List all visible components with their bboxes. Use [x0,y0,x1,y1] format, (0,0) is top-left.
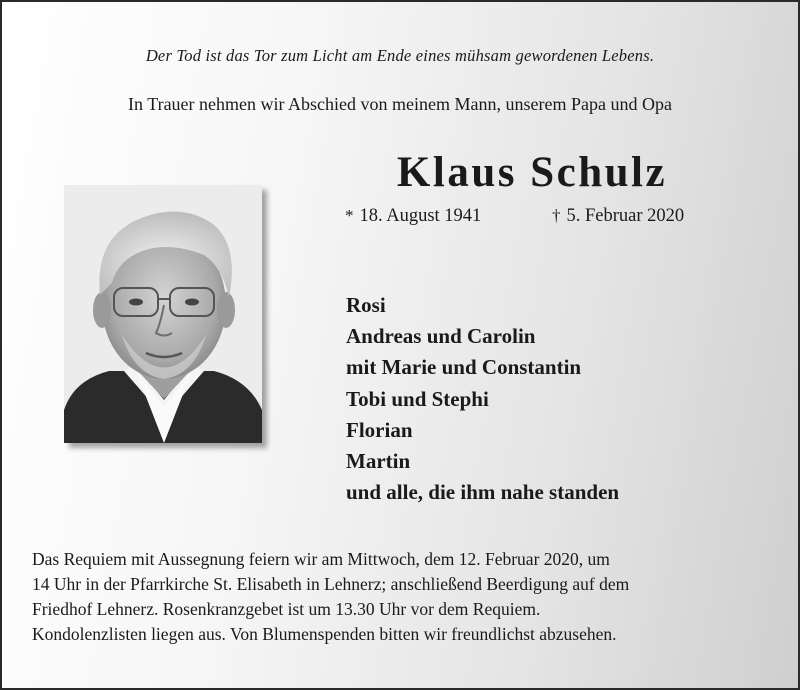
mourner-line: Rosi [346,293,386,317]
death-info [552,206,684,227]
service-line: Kondolenzlisten liegen aus. Von Blumenspenden bitten wir freundlichst abzusehen. [32,624,617,644]
birth-star-icon: * [345,206,354,225]
portrait-photo [64,185,262,443]
service-details [32,547,777,647]
mourner-line: Andreas und Carolin [346,324,536,349]
mourner-line: mit Marie und Constantin [346,355,582,380]
deceased-name: Klaus Schulz [396,149,668,196]
death-date: 5. Februar 2020 [566,206,685,226]
motto-quote: Der Tod ist das Tor zum Licht am Ende eines mühsam gewordenen Lebens. [145,46,655,65]
mourner-line: Martin [346,449,411,474]
birth-date: 18. August 1941 [359,206,482,226]
mourner-line: Tobi und Stephi [346,386,489,411]
mourners-list [346,290,619,508]
portrait-image [64,185,262,443]
mourner-line: Florian [346,417,413,442]
service-line: Das Requiem mit Aussegnung feiern wir am Mittwoch, dem 12. Februar 2020, um [32,549,610,569]
service-line: 14 Uhr in der Pfarrkirche St. Elisabeth in Lehnerz; anschließend Beerdigung auf dem [32,574,630,594]
mourner-line: und alle, die ihm nahe standen [346,480,620,505]
intro-line: In Trauer nehmen wir Abschied von meinem Mann, unserem Papa und Opa [128,94,672,114]
service-line: Friedhof Lehnerz. Rosenkranzgebet ist um 13.30 Uhr vor dem Requiem. [32,599,541,619]
death-cross-icon: † [552,206,561,225]
birth-info [345,206,481,227]
